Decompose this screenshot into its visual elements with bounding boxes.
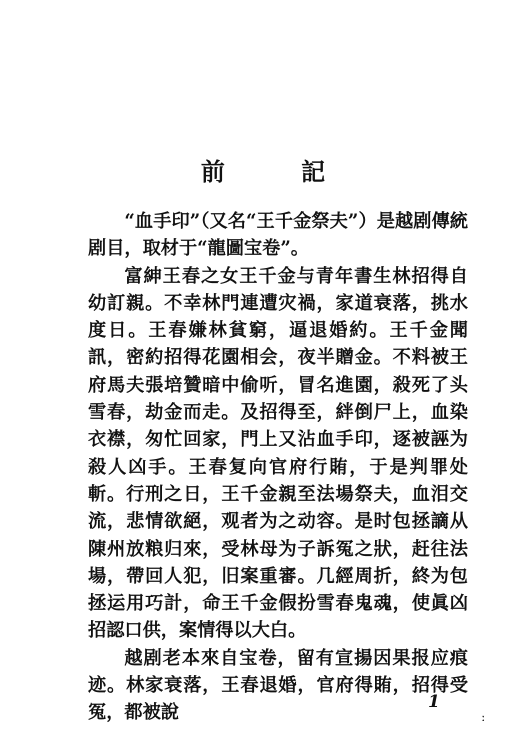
margin-mark: ː xyxy=(481,710,486,724)
paragraph-plot: 富紳王春之女王千金与青年書生林招得自幼訂親。不幸林門連遭灾禍，家道衰落，挑水度日。王春嫌林貧窮，逼退婚約。王千金聞訊，密約招得花園相会，夜半贈金。不料被王府馬夫張培贊暗中偷听，冒名進園，殺死了头雪春，劫金而走。及招得至，絆倒尸上，血染衣襟，匆忙回家，門上又沾血手印，逐被誣为殺人凶手。王春复向官府行賄，于是判罪处斬。行刑之日，王千金親至法場祭夫，血泪交流，悲情欲絕，观者为之动容。是时包拯謫从陳州放粮归來，受林母为子訴冤之狀，赶往法場，帶回人犯，旧案重審。几經周折，終为包拯运用巧計，命王千金假扮雪春鬼魂，使眞凶招認口供，案情得以大白。 xyxy=(88,265,468,642)
page-number: 1 xyxy=(428,692,440,712)
body-text xyxy=(88,208,468,727)
paragraph-commentary: 越剧老本來自宝卷，留有宣揚因果报应痕迹。林家衰落，王春退婚，官府得賄，招得受冤，都被說 xyxy=(88,647,468,724)
paragraph-intro: “血手印”（又名“王千金祭夫”）是越剧傳統剧目，取材于“龍圖宝卷”。 xyxy=(88,211,468,260)
page-title: 前 記 xyxy=(200,157,360,186)
